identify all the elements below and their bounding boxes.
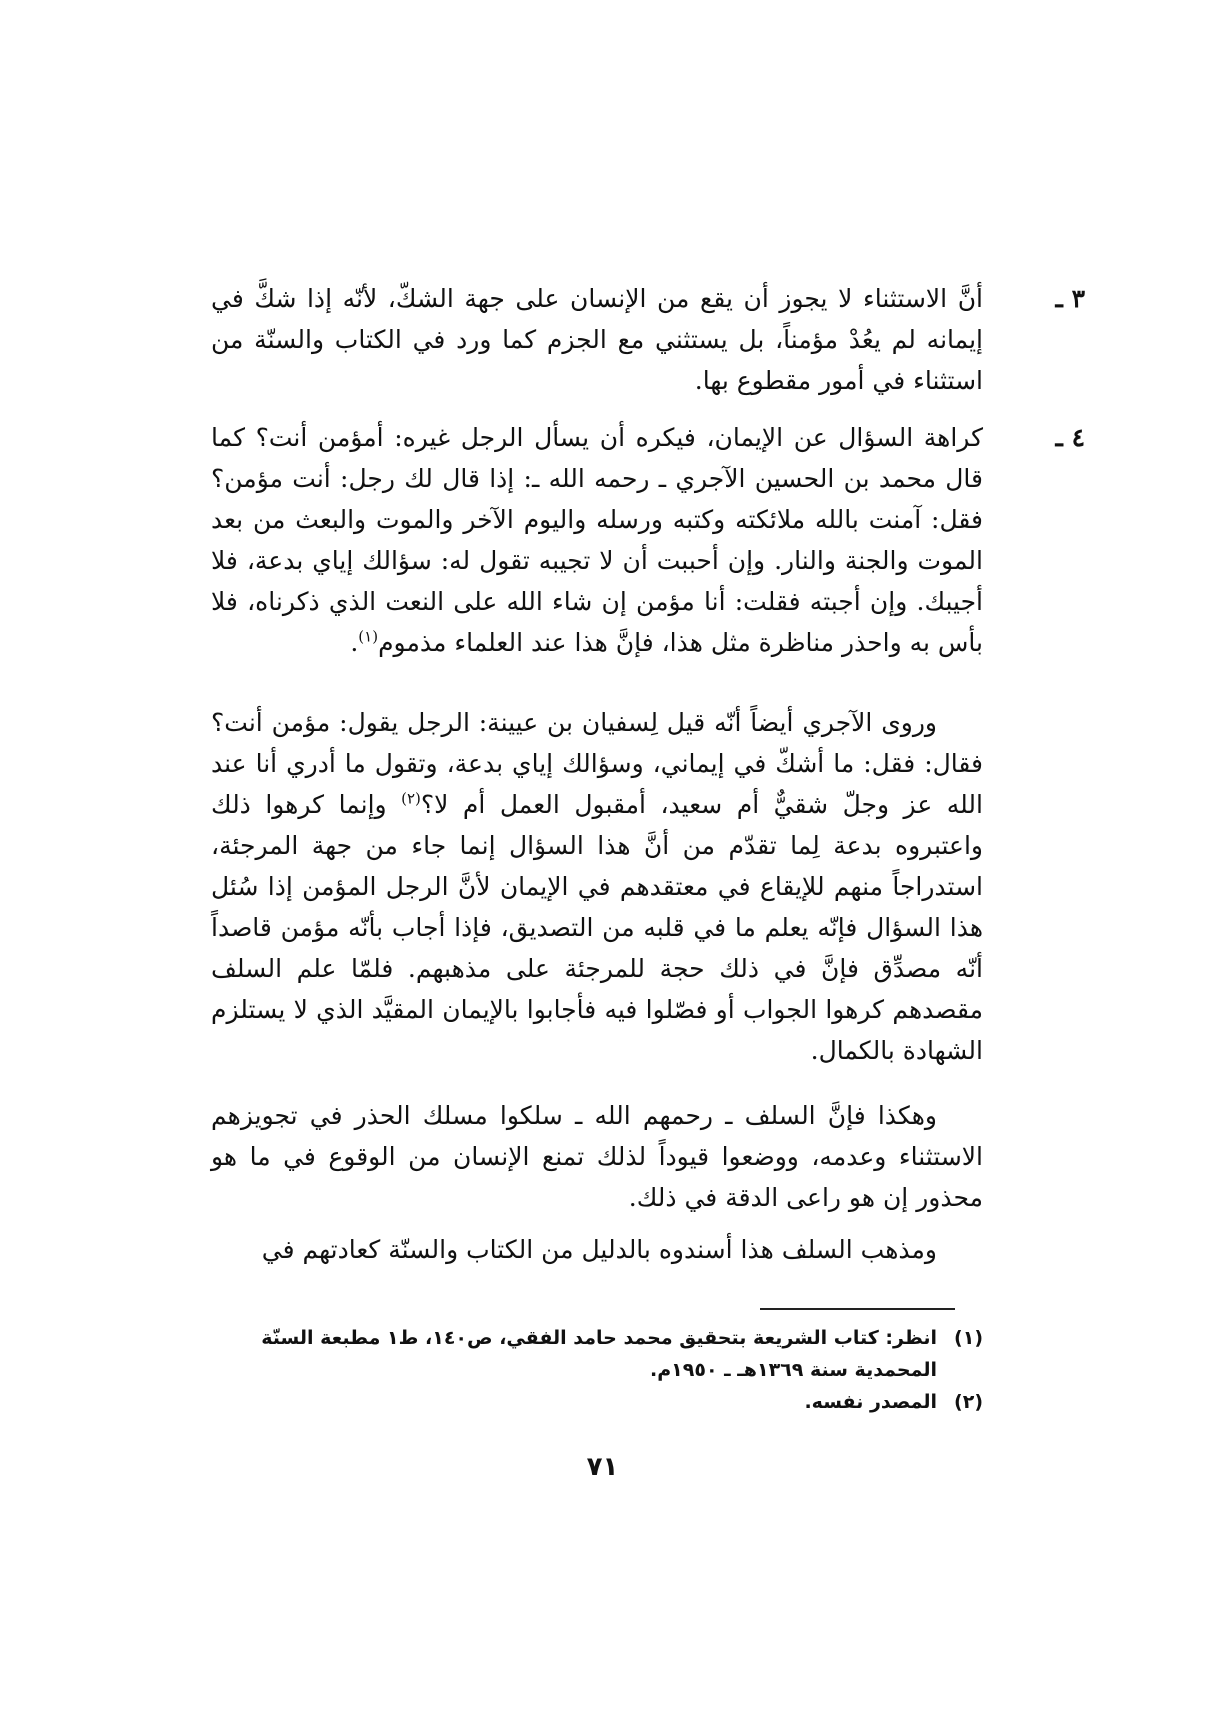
list-item-4-end: . bbox=[350, 628, 359, 657]
page-number: ٧١ bbox=[586, 1452, 619, 1482]
paragraph-salaf-caution: وهكذا فإنَّ السلف ـ رحمهم الله ـ سلكوا مسلك الحذر في تجويزهم الاستثناء وعدمه، ووضعوا قيوداً لذلك تمنع الإنسان من الوقوع في ما هو محذور إن هو راعى الدقة في ذلك. bbox=[211, 1101, 983, 1212]
list-item-4 bbox=[211, 417, 1085, 663]
paragraph-sufyan bbox=[211, 702, 983, 1071]
footnote-text-1: انظر: كتاب الشريعة بتحقيق محمد حامد الفقي، ص١٤٠، ط١ مطبعة السنّة المحمدية سنة ١٣٦٩هـ ـ ١٩٥٠م. bbox=[261, 1327, 937, 1381]
list-item-3-text: أنَّ الاستثناء لا يجوز أن يقع من الإنسان على جهة الشكّ، لأنّه إذا شكَّ في إيمانه لم يعُدْ مؤمناً، بل يستثني مع الجزم كما ورد في الكتاب والسنّة من استثناء في أمور مقطوع بها. bbox=[211, 284, 983, 395]
footnote-ref-1: (١) bbox=[358, 627, 379, 646]
list-item-4-text: كراهة السؤال عن الإيمان، فيكره أن يسأل الرجل غيره: أمؤمن أنت؟ كما قال محمد بن الحسين الآجري ـ رحمه الله ـ: إذا قال لك رجل: أنت مؤمن؟ فقل: آمنت بالله ملائكته وكتبه ورسله واليوم الآخر والموت والبعث من بعد الموت والجنة والنار. وإن أحببت أن لا تجيبه تقول له: سؤالك إياي بدعة، فلا أجيبك. وإن أجبته فقلت: أنا مؤمن إن شاء الله على النعت الذي ذكرناه، فلا بأس به واحذر مناظرة مثل هذا، فإنَّ هذا عند العلماء مذموم bbox=[211, 423, 983, 657]
footnote-divider bbox=[760, 1308, 955, 1310]
footnote-ref-2: (٢) bbox=[401, 789, 421, 808]
paragraph-sufyan-part2: وإنما كرهوا ذلك واعتبروه بدعة لِما تقدّم من أنَّ هذا السؤال إنما جاء من جهة المرجئة، استدراجاً منهم للإيقاع في معتقدهم في الإيمان لأنَّ الرجل المؤمن إذا سُئل هذا السؤال فإنّه يعلم ما في قلبه من التصديق، فإذا أجاب بأنّه مؤمن قاصداً أنّه مصدِّق فإنَّ في ذلك حجة للمرجئة على مذهبهم. فلمّا علم السلف مقصدهم كرهوا الجواب أو فصّلوا فيه فأجابوا بالإيمان المقيَّد الذي لا يستلزم الشهادة بالكمال. bbox=[211, 790, 983, 1065]
footnote-1 bbox=[223, 1322, 983, 1386]
paragraph-sufyan-part1: وروى الآجري أيضاً أنّه قيل لِسفيان بن عيينة: الرجل يقول: مؤمن أنت؟ فقال: فقل: ما أشكّ في إيماني، وسؤالك إياي بدعة، وتقول ما أدري أنا عند الله عز وجلّ شقيٌّ أم سعيد، أمقبول العمل أم لا؟ bbox=[211, 708, 983, 819]
list-number-3: ٣ ـ bbox=[1055, 284, 1085, 313]
footnote-text-2: المصدر نفسه. bbox=[804, 1391, 937, 1413]
footnotes bbox=[223, 1322, 983, 1418]
list-item-3 bbox=[211, 278, 1085, 401]
paragraph-salaf-evidence: ومذهب السلف هذا أسندوه بالدليل من الكتاب والسنّة كعادتهم في bbox=[261, 1235, 937, 1264]
list-number-4: ٤ ـ bbox=[1055, 423, 1085, 452]
footnote-number-1: (١) bbox=[954, 1327, 983, 1349]
footnote-2 bbox=[223, 1386, 983, 1418]
footnote-number-2: (٢) bbox=[954, 1391, 983, 1413]
